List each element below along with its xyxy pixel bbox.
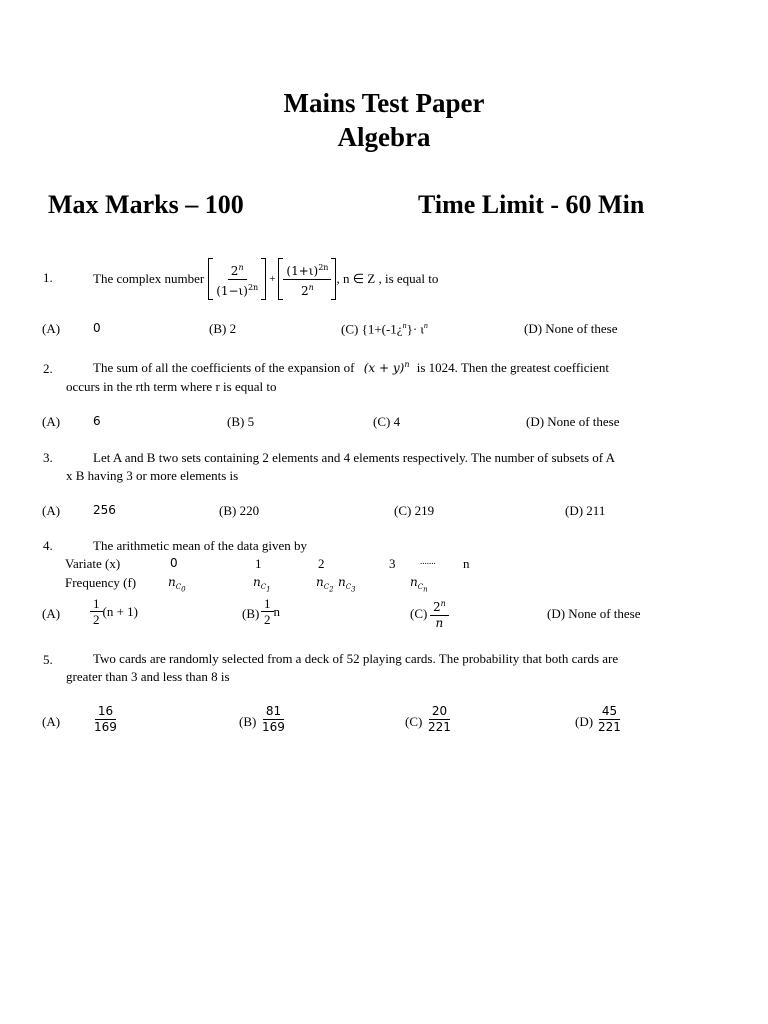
question-text-line-1: Let A and B two sets containing 2 elements and 4 elements respectively. The number of subsets of A xyxy=(93,450,616,465)
option-a-label: (A) xyxy=(42,606,61,621)
option-c-label: (C) xyxy=(405,714,423,729)
frequency-value: $n_{C_1}$ xyxy=(253,575,271,594)
question-text-tail: , n ∈ Z , is equal to xyxy=(336,271,439,286)
time-limit: Time Limit - 60 Min xyxy=(418,190,645,219)
bracket-term-1: $\frac{2^n}{(1-\iota)^{2n}}$ xyxy=(208,258,266,300)
option-d: (D) None of these xyxy=(547,606,641,621)
option-b: $\frac{81}{169}$ xyxy=(262,704,285,734)
option-a: 0 xyxy=(93,321,101,335)
frequency-value: $n_{C_n}$ xyxy=(410,575,428,594)
variate-label: Variate (x) xyxy=(65,556,121,571)
question-text-line-2: x B having 3 or more elements is xyxy=(66,468,239,483)
question-number: 1. xyxy=(43,270,53,285)
bracket-term-2: $\frac{(1+\iota)^{2n}}{2^n}$ xyxy=(278,258,336,300)
option-c: (C) {1+(-1¿$^n$}· $\iota^n$ xyxy=(341,321,428,337)
question-text-line-2: greater than 3 and less than 8 is xyxy=(66,669,230,684)
variate-value: 1 xyxy=(255,556,262,571)
option-c: (C) 4 xyxy=(373,414,401,429)
option-b: (B) 220 xyxy=(219,503,260,518)
frequency-value: $n_{C_3}$ xyxy=(338,575,356,594)
option-a: 256 xyxy=(93,503,116,517)
option-d: $\frac{45}{221}$ xyxy=(598,704,621,734)
variate-value: n xyxy=(463,556,470,571)
option-a-label: (A) xyxy=(42,503,61,518)
frequency-value: $n_{C_2}$ xyxy=(316,575,334,594)
option-b-label: (B) xyxy=(239,714,257,729)
frequency-value: $n_{C_0}$ xyxy=(168,575,186,594)
option-b: (B) 5 xyxy=(227,414,255,429)
option-c: $\frac{20}{221}$ xyxy=(428,704,451,734)
option-d: (D) 211 xyxy=(565,503,606,518)
variate-value: 0 xyxy=(170,556,178,570)
option-b: (B) 2 xyxy=(209,321,237,336)
question-text-line-1: Two cards are randomly selected from a deck of 52 playing cards. The probability that both cards are xyxy=(93,651,619,666)
option-a-label: (A) xyxy=(42,414,61,429)
option-a-label: (A) xyxy=(42,321,61,336)
question-text: The arithmetic mean of the data given by xyxy=(93,538,308,553)
question-number: 3. xyxy=(43,450,53,465)
max-marks: Max Marks – 100 xyxy=(48,190,244,219)
question-number: 5. xyxy=(43,652,53,667)
option-a-label: (A) xyxy=(42,714,61,729)
option-b-label: (B) xyxy=(242,606,260,621)
variate-value: 2 xyxy=(318,556,325,571)
option-d: (D) None of these xyxy=(526,414,620,429)
page-title: Mains Test Paper xyxy=(283,88,485,118)
option-a: $\frac{1}{2}$ (n + 1) xyxy=(90,596,138,627)
option-b: $\frac{1}{2}$ n xyxy=(261,596,280,627)
variate-value: 3 xyxy=(389,556,396,571)
question-text-line-1: The sum of all the coefficients of the expansion of $(x + y)^n$ is 1024. Then the greatest coefficient xyxy=(93,360,610,375)
question-text-lead: The complex number xyxy=(93,271,205,286)
option-c-label: (C) xyxy=(410,606,428,621)
page-subtitle: Algebra xyxy=(337,122,431,152)
option-c: (C) 219 xyxy=(394,503,435,518)
option-d: (D) None of these xyxy=(524,321,618,336)
option-a: 6 xyxy=(93,414,101,428)
variate-ellipsis: ....... xyxy=(420,556,436,566)
option-d-label: (D) xyxy=(575,714,594,729)
frequency-label: Frequency (f) xyxy=(65,575,137,590)
question-number: 4. xyxy=(43,538,53,553)
question-text: The complex number $\frac{2^n}{(1-\iota)^{2n}}$ + $\frac{(1+\iota)^{2n}}{2^n}$ , n ∈ Z , is equal to xyxy=(93,256,438,302)
option-c: $\frac{2^n}{n}$ xyxy=(430,596,449,631)
question-text-line-2: occurs in the rth term where r is equal to xyxy=(66,379,277,394)
option-a: $\frac{16}{169}$ xyxy=(94,704,117,734)
question-number: 2. xyxy=(43,361,53,376)
